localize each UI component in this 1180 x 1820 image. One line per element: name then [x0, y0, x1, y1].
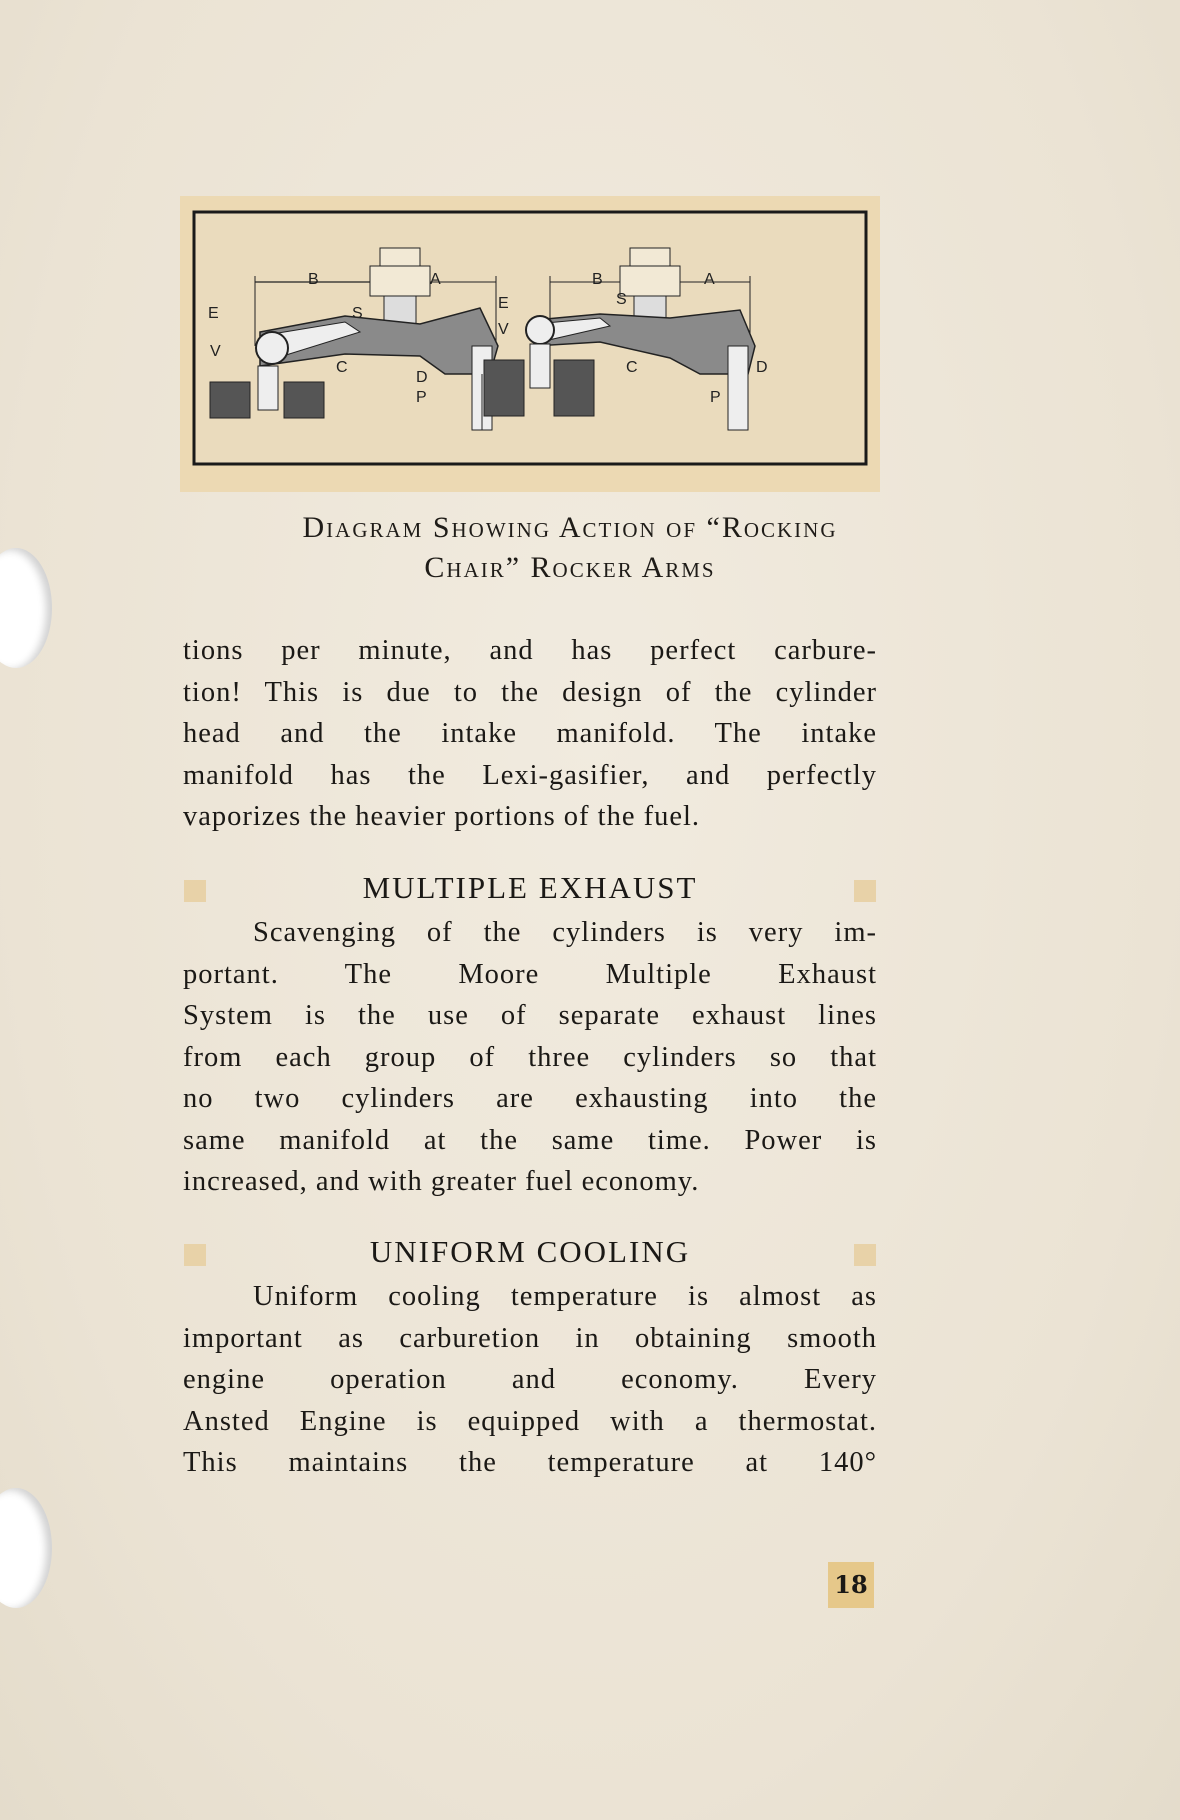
- binder-hole-bottom: [0, 1488, 52, 1608]
- text-line: from each group of three cylinders so that: [183, 1041, 877, 1073]
- svg-text:P: P: [416, 389, 427, 406]
- text-line: Uniform cooling temperature is almost as: [253, 1281, 877, 1312]
- text-line: This maintains the temperature at 140°: [183, 1447, 877, 1478]
- svg-text:A: A: [704, 271, 715, 288]
- svg-text:C: C: [336, 359, 348, 376]
- svg-text:B: B: [592, 271, 603, 288]
- figure-caption-line-2: Chair” Rocker Arms: [424, 551, 716, 584]
- svg-text:C: C: [626, 359, 638, 376]
- svg-text:B: B: [308, 271, 319, 288]
- svg-text:D: D: [756, 359, 768, 376]
- text-line: increased, and with greater fuel economy.: [183, 1166, 700, 1197]
- binder-hole-top: [0, 548, 52, 668]
- svg-text:S: S: [616, 291, 627, 308]
- figure-caption-line-1: Diagram Showing Action of “Rocking: [302, 511, 838, 544]
- text-line: same manifold at the same time. Power is: [183, 1124, 877, 1156]
- uniform-cooling-paragraph: [183, 1276, 877, 1484]
- text-line: Scavenging of the cylinders is very im-: [253, 917, 877, 948]
- rocker-arm-diagram: [180, 196, 880, 492]
- svg-text:D: D: [416, 369, 428, 386]
- svg-text:P: P: [710, 389, 721, 406]
- svg-text:E: E: [498, 295, 509, 312]
- text-line: no two cylinders are exhausting into the: [183, 1083, 877, 1114]
- svg-text:A: A: [430, 271, 441, 288]
- section-heading-multiple-exhaust: MULTIPLE EXHAUST: [362, 870, 698, 905]
- text-line: tion! This is due to the design of the cylinder: [183, 676, 877, 708]
- svg-text:V: V: [210, 343, 221, 360]
- svg-text:E: E: [208, 305, 219, 322]
- text-line: tions per minute, and has perfect carbure-: [183, 635, 877, 666]
- intro-paragraph: [183, 630, 877, 838]
- section-heading-uniform-cooling: UNIFORM COOLING: [369, 1234, 691, 1269]
- text-line: System is the use of separate exhaust lines: [183, 1000, 877, 1031]
- text-line: head and the intake manifold. The intake: [183, 718, 877, 749]
- text-line: engine operation and economy. Every: [183, 1364, 877, 1395]
- svg-text:V: V: [498, 321, 509, 338]
- page-number: 18: [828, 1562, 874, 1608]
- svg-text:S: S: [352, 305, 363, 322]
- text-line: manifold has the Lexi-gasifier, and perfectly: [183, 759, 877, 791]
- text-line: important as carburetion in obtaining smooth: [183, 1322, 877, 1354]
- text-line: portant. The Moore Multiple Exhaust: [183, 958, 877, 990]
- multiple-exhaust-paragraph: [183, 912, 877, 1203]
- text-line: Ansted Engine is equipped with a thermostat.: [183, 1405, 877, 1437]
- text-line: vaporizes the heavier portions of the fuel.: [183, 801, 701, 832]
